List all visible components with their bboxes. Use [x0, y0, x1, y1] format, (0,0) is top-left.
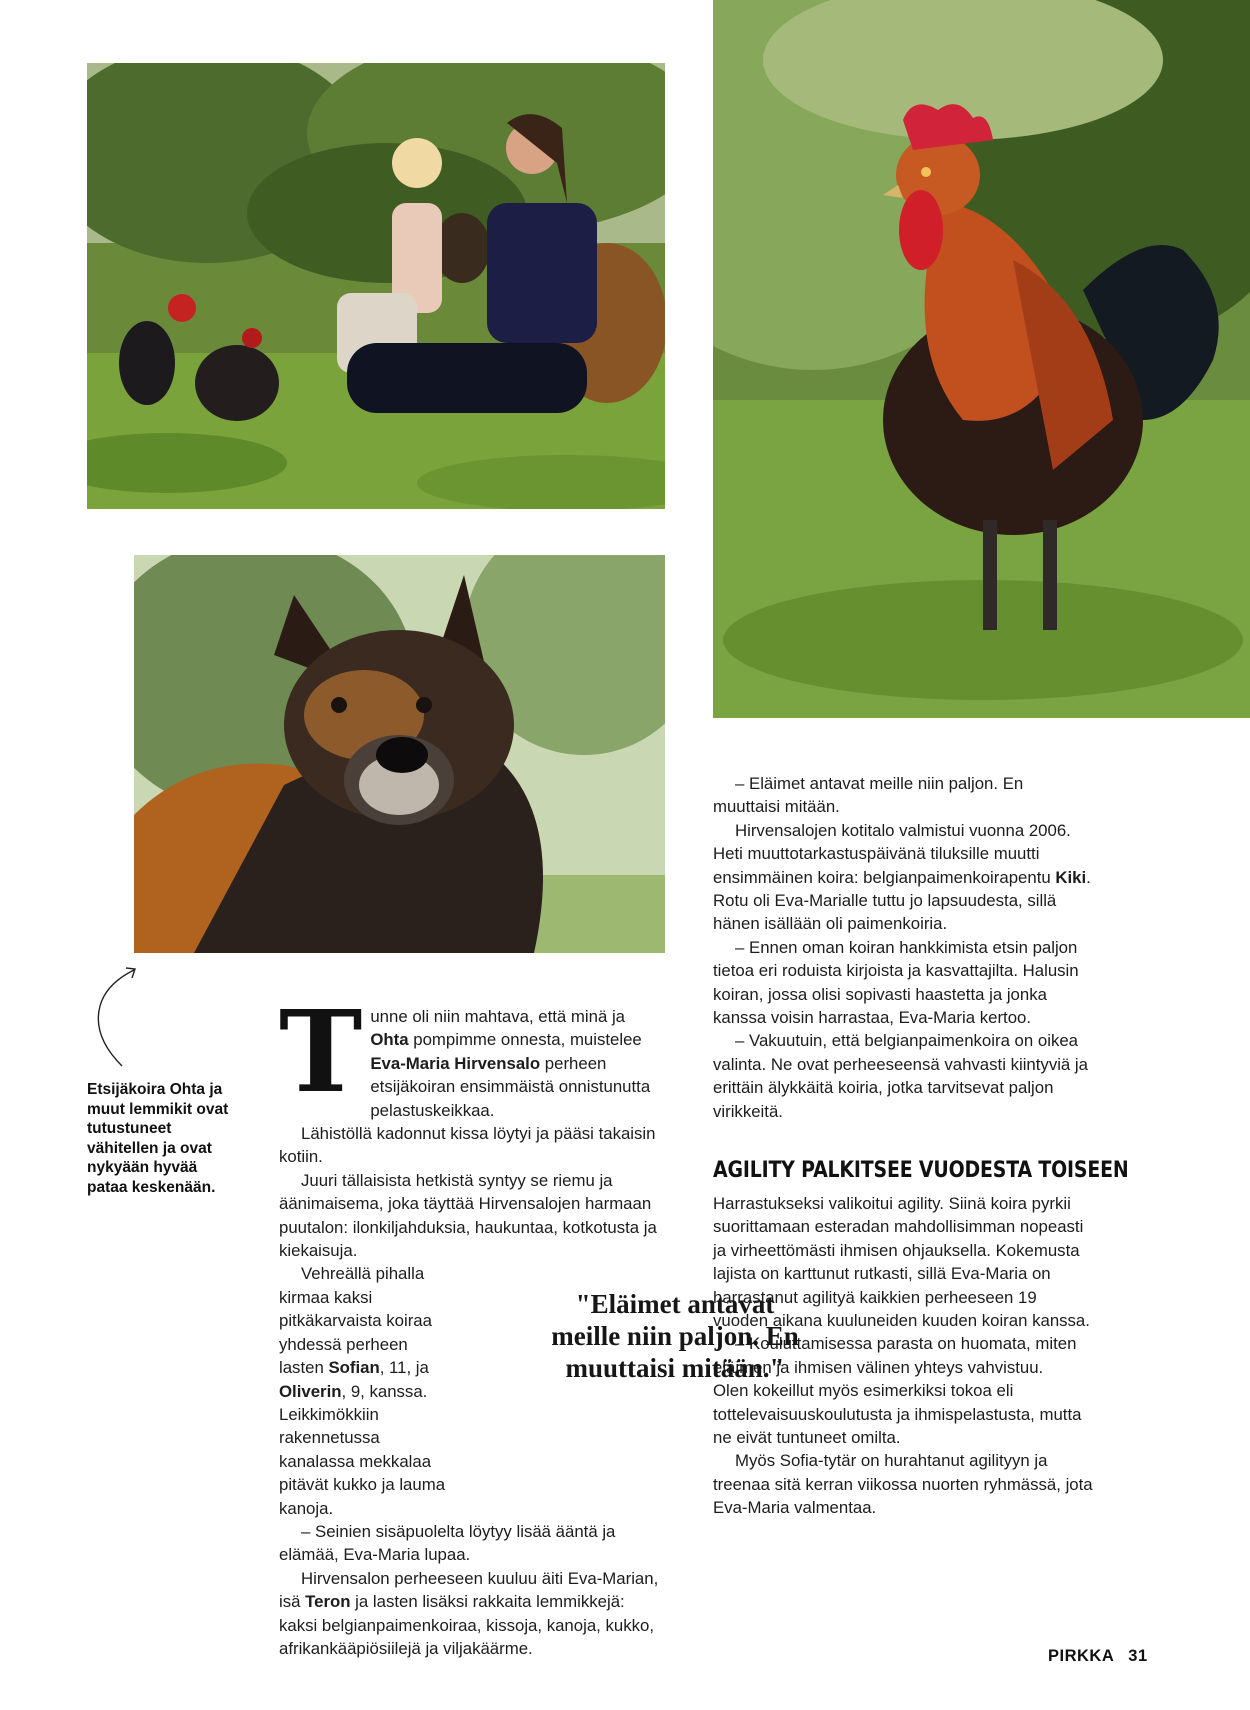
paragraph: Juuri tällaisista hetkistä syntyy se riemu ja äänimaisema, joka täyttää Hirvensalojen harmaan puutalon: ilonkiljahduksia, haukuntaa, kotkotusta ja kiekaisuja.: [279, 1170, 657, 1261]
paragraph: Vehreällä pihalla kirmaa kaksi pitkäkarvaista koiraa yhdessä perheen lasten Sofian, 11, ja Oliverin, 9, kanssa. Leikkimökkiin rakennetussa kanalassa mekkalaa pitävät kukko ja lauma kanoja.: [279, 1264, 446, 1518]
paragraph: – Ennen oman koiran hankkimista etsin paljon tietoa eri roduista kirjoista ja kasvattajilta. Halusin koiran, jossa olisi sopivasti haastetta ja jonka kanssa voisin harrastaa, Eva-Maria kertoo.: [713, 937, 1079, 1028]
magazine-name: PIRKKA: [1048, 1647, 1115, 1665]
paragraph: Olen kokeillut myös esimerkiksi tokoa eli tottelevaisuuskoulutusta ja ihmispelastusta, mutta ne eivät tuntuneet omilta.: [713, 1381, 1082, 1448]
article-column-right-top: [713, 772, 1095, 1123]
pull-quote: "Eläimet antavat meille niin paljon. En muuttaisi mitään.": [551, 1289, 799, 1383]
caption-arrow-icon: [92, 966, 142, 1074]
paragraph: Harrastukseksi valikoitui agility. Siinä koira pyrkii suorittamaan esteradan mahdollisimman nopeasti: [713, 1194, 1084, 1237]
page-footer: [1048, 1647, 1148, 1666]
photo-dog-ohta: [134, 555, 665, 953]
paragraph: Hirvensalon perheeseen kuuluu äiti Eva-Marian, isä Teron ja lasten lisäksi rakkaita lemmikkejä: kaksi belgianpaimenkoiraa, kissoja, kanoja, kukko, afrikankääpiösiilejä ja viljakäärme.: [279, 1568, 659, 1658]
paragraph: ja virheettömästi ihmisen ohjauksella. Kokemusta lajista on karttunut rutkasti, sillä Eva-Maria on harrastanut agilityä kaikkien perheeseen 19 vuoden aikana kuuluneiden kuuden koiran kanssa.: [713, 1240, 1090, 1331]
paragraph: – Vakuutuin, että belgianpaimenkoira on oikea valinta. Ne ovat perheeseensä vahvasti kiintyviä ja erittäin älykkäitä koiria, jotka tarvitsevat paljon virikkeitä.: [713, 1031, 1088, 1121]
paragraph: Lähistöllä kadonnut kissa löytyi ja pääsi takaisin kotiin.: [279, 1124, 656, 1167]
photo-family-garden: [87, 63, 665, 509]
paragraph: Hirvensalojen kotitalo valmistui vuonna 2006. Heti muuttotarkastuspäivänä tiluksille muutti ensimmäinen koira: belgianpaimenkoirapentu Kiki. Rotu oli Eva-Marialle tuttu jo lapsuudesta, sillä hänen isällään oli paimenkoiria.: [713, 820, 1091, 934]
photo-caption: Etsijäkoira Ohta ja muut lemmikit ovat tutustuneet vähitellen ja ovat nykyään hyvää pataa keskenään.: [87, 1081, 229, 1196]
photo-rooster: [713, 0, 1250, 718]
paragraph-intro: unne oli niin mahtava, että minä ja Ohta pompimme onnesta, muistelee Eva-Maria Hirvensalo perheen etsijäkoiran ensimmäistä onnistunutta pelastuskeikkaa.: [370, 1007, 651, 1120]
paragraph: – Kouluttamisessa parasta on huomata, miten eläimen ja ihmisen välinen yhteys vahvistuu.: [713, 1334, 1077, 1377]
paragraph: Myös Sofia-tytär on hurahtanut agilityyn ja treenaa sitä kerran viikossa nuorten ryhmässä, jota Eva-Maria valmentaa.: [713, 1451, 1093, 1518]
section-subheading: AGILITY PALKITSEE VUODESTA TOISEEN: [713, 1158, 1129, 1183]
dropcap: T: [279, 987, 363, 1118]
paragraph: – Eläimet antavat meille niin paljon. En muuttaisi mitään.: [713, 774, 1024, 817]
paragraph: – Seinien sisäpuolelta löytyy lisää ääntä ja elämää, Eva-Maria lupaa.: [279, 1521, 616, 1565]
page-number: 31: [1128, 1647, 1148, 1665]
